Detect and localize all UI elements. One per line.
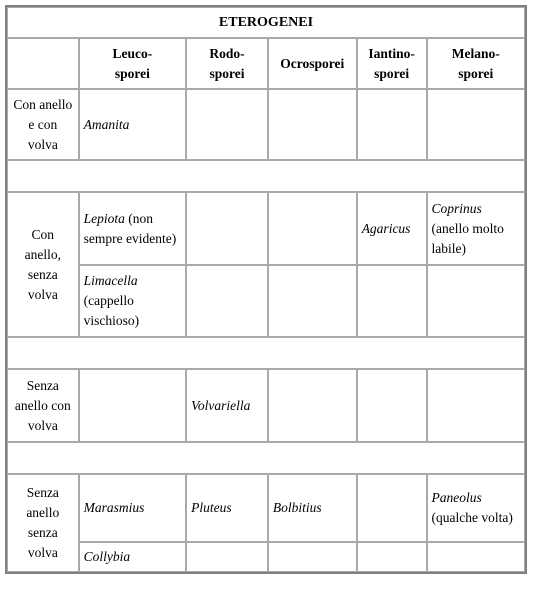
eterogenei-table: [5, 5, 527, 574]
empty-cell: [268, 192, 357, 265]
empty-cell: [186, 192, 268, 265]
header-rodosporei: Rodo- sporei: [186, 38, 268, 89]
cell-pluteus: Pluteus: [186, 474, 268, 542]
cell-agaricus: Agaricus: [357, 192, 427, 265]
header-row: [7, 38, 525, 89]
cell-paneolus: Paneolus (qualche volta): [427, 474, 525, 542]
separator-row: [7, 337, 525, 369]
empty-cell: [427, 369, 525, 442]
cell-bolbitius: Bolbitius: [268, 474, 357, 542]
empty-cell: [427, 542, 525, 572]
header-leucosporei: Leuco- sporei: [79, 38, 186, 89]
empty-cell: [268, 265, 357, 337]
empty-cell: [186, 89, 268, 160]
table-title-row: [7, 7, 525, 38]
empty-cell: [357, 89, 427, 160]
empty-cell: [186, 265, 268, 337]
row-label-con-anello-senza-volva: Con anello, senza volva: [7, 192, 79, 337]
cell-volvariella: Volvariella: [186, 369, 268, 442]
empty-cell: [357, 369, 427, 442]
table-row: [7, 542, 525, 572]
table-row: [7, 474, 525, 542]
row-label-senza-anello-senza-volva: Senza anello senza volva: [7, 474, 79, 572]
table-row: [7, 369, 525, 442]
header-melanosporei: Melano- sporei: [427, 38, 525, 89]
empty-cell: [79, 369, 186, 442]
cell-limacella: Limacella (cappello vischioso): [79, 265, 186, 337]
header-ocrosporei: Ocrosporei: [268, 38, 357, 89]
row-label-con-anello-con-volva: Con anello e con volva: [7, 89, 79, 160]
separator-row: [7, 442, 525, 474]
empty-cell: [357, 474, 427, 542]
header-iantinosporei: Iantino- sporei: [357, 38, 427, 89]
cell-marasmius: Marasmius: [79, 474, 186, 542]
header-corner-cell: [7, 38, 79, 89]
cell-collybia: Collybia: [79, 542, 186, 572]
empty-cell: [357, 265, 427, 337]
table-row: [7, 89, 525, 160]
empty-cell: [268, 89, 357, 160]
empty-cell: [268, 542, 357, 572]
empty-cell: [268, 369, 357, 442]
cell-amanita: Amanita: [79, 89, 186, 160]
row-label-senza-anello-con-volva: Senza anello con volva: [7, 369, 79, 442]
table-row: [7, 192, 525, 265]
empty-cell: [427, 89, 525, 160]
cell-coprinus: Coprinus (anello molto labile): [427, 192, 525, 265]
empty-cell: [186, 542, 268, 572]
table-row: [7, 265, 525, 337]
cell-lepiota: Lepiota (non sempre evidente): [79, 192, 186, 265]
separator-row: [7, 160, 525, 192]
empty-cell: [427, 265, 525, 337]
table-title: ETEROGENEI: [7, 7, 525, 38]
empty-cell: [357, 542, 427, 572]
